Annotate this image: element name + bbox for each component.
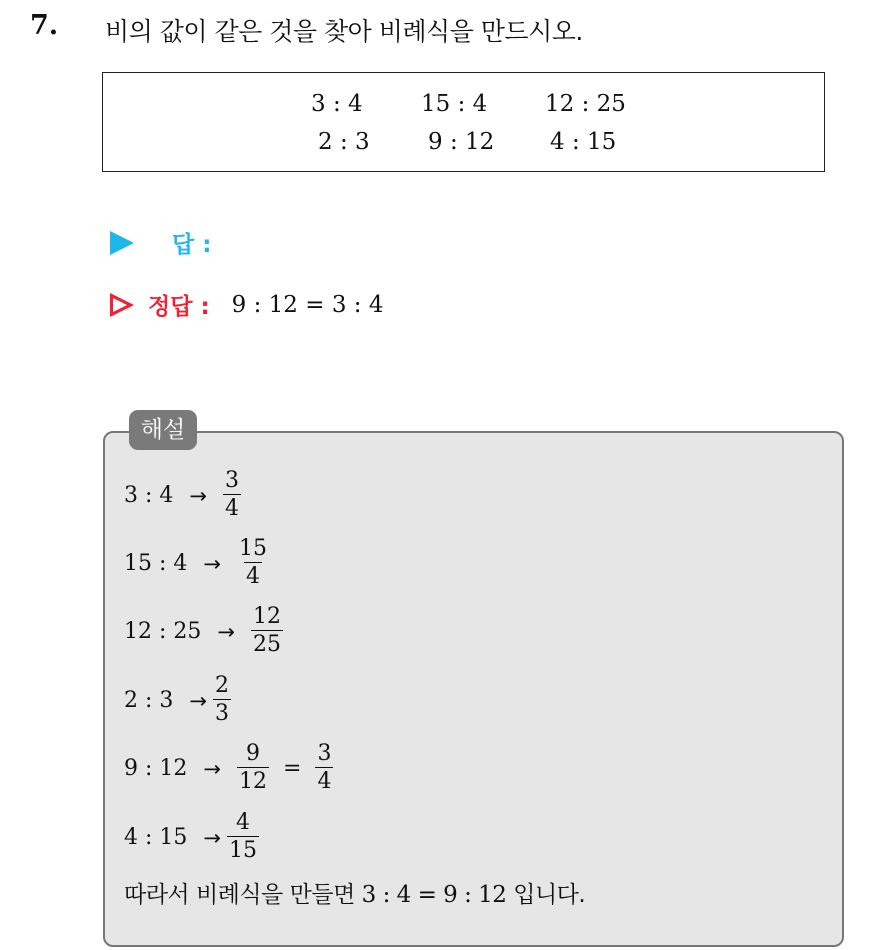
- fraction: [237, 741, 269, 796]
- denominator: 4: [317, 769, 332, 794]
- solution-line: [124, 741, 339, 796]
- fraction: [237, 536, 269, 591]
- numerator: 9: [246, 741, 260, 766]
- solution-line: [124, 468, 247, 523]
- solution-ratio: 12 : 25: [124, 619, 202, 644]
- numerator: 12: [253, 604, 281, 629]
- numerator: 4: [236, 810, 250, 835]
- fraction: [251, 604, 283, 659]
- arrow-icon: →: [203, 756, 221, 781]
- fraction: [213, 673, 231, 728]
- question-number: 7.: [30, 10, 59, 41]
- solution-line: [124, 810, 265, 865]
- denominator: 12: [239, 769, 267, 794]
- conclusion-end: 입니다.: [506, 882, 586, 908]
- question-text: 비의 값이 같은 것을 찾아 비례식을 만드시오.: [105, 17, 583, 46]
- arrow-icon: →: [203, 825, 221, 850]
- fraction: [315, 741, 333, 796]
- conclusion-math: 3 : 4 = 9 : 12: [361, 882, 507, 908]
- ratio-item: 15 : 4: [421, 91, 488, 117]
- ratio-item: 3 : 4: [311, 91, 363, 117]
- outline-triangle-icon: [110, 293, 134, 317]
- conclusion-text: 따라서 비례식을 만들면: [124, 882, 362, 908]
- fraction: [223, 468, 241, 523]
- solution-line: [124, 604, 289, 659]
- numerator: 2: [215, 673, 230, 698]
- solution-ratio: 3 : 4: [124, 483, 174, 508]
- denominator: 4: [246, 564, 260, 589]
- denominator: 15: [229, 838, 257, 863]
- solution-ratio: 9 : 12: [124, 756, 188, 781]
- solution-conclusion: [124, 876, 585, 909]
- solution-line: [124, 536, 275, 591]
- correct-answer-value: 9 : 12 = 3 : 4: [231, 291, 384, 318]
- solution-line: [124, 673, 237, 728]
- correct-answer-row: [110, 288, 383, 321]
- answer-label: 답 :: [172, 232, 212, 258]
- denominator: 3: [215, 701, 230, 726]
- arrow-icon: →: [217, 619, 235, 644]
- arrow-icon: →: [189, 688, 208, 713]
- solution-ratio: 4 : 15: [124, 825, 188, 850]
- numerator: 3: [317, 741, 332, 766]
- play-triangle-icon: [110, 231, 134, 255]
- ratio-item: 4 : 15: [550, 129, 617, 155]
- answer-row: [110, 226, 211, 259]
- fraction: [227, 810, 259, 865]
- equals-sign: =: [283, 756, 302, 781]
- ratio-item: 9 : 12: [428, 129, 495, 155]
- solution-ratio: 15 : 4: [124, 551, 188, 576]
- arrow-icon: →: [203, 551, 221, 576]
- arrow-icon: →: [189, 483, 208, 508]
- correct-answer-label: 정답 :: [148, 294, 210, 320]
- numerator: 3: [225, 468, 240, 493]
- ratio-item: 2 : 3: [318, 129, 370, 155]
- solution-ratio: 2 : 3: [124, 688, 174, 713]
- ratio-item: 12 : 25: [545, 91, 626, 117]
- numerator: 15: [239, 536, 267, 561]
- denominator: 4: [225, 496, 240, 521]
- ratio-box: [102, 72, 825, 172]
- solution-tab: 해설: [129, 410, 197, 450]
- denominator: 25: [253, 632, 281, 657]
